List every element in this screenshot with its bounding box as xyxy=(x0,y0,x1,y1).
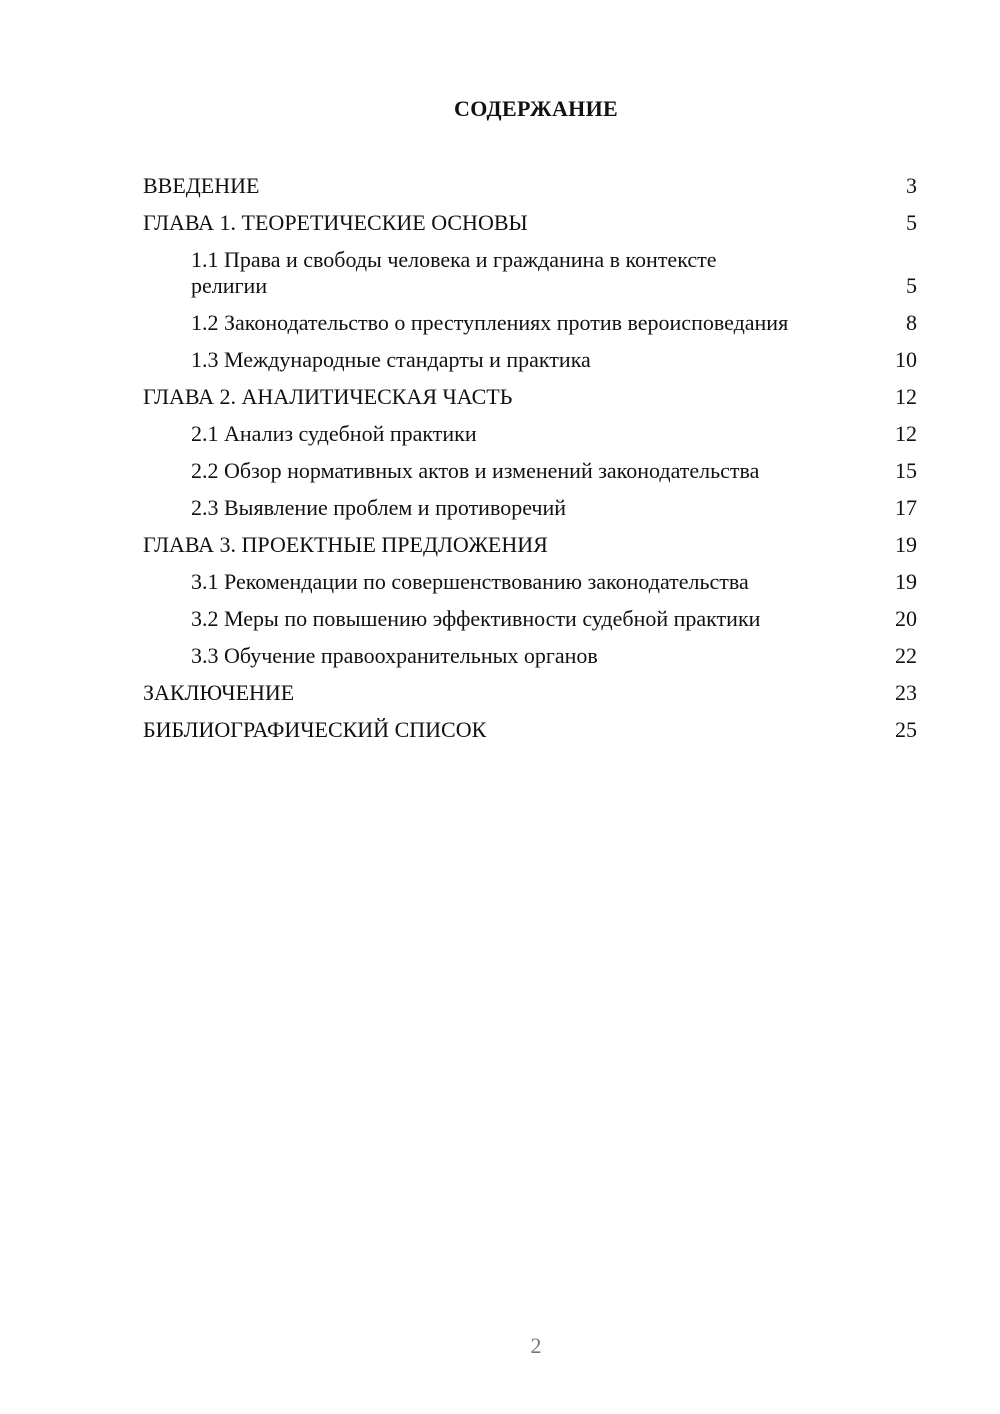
toc-entry-page: 10 xyxy=(895,347,917,372)
toc-entry-section-1-3 xyxy=(0,342,1000,379)
toc-entry-label: ГЛАВА 2. АНАЛИТИЧЕСКАЯ ЧАСТЬ xyxy=(143,384,513,409)
toc-entry-label: 2.1 Анализ судебной практики xyxy=(191,421,477,446)
toc-entry-page: 5 xyxy=(906,210,917,235)
page-number: 2 xyxy=(530,1333,542,1358)
toc-entry-section-1-1 xyxy=(0,242,1000,305)
toc-entry-label: ВВЕДЕНИЕ xyxy=(143,173,260,198)
toc-entry-label: 3.3 Обучение правоохранительных органов xyxy=(191,643,598,668)
toc-entry-section-2-2 xyxy=(0,453,1000,490)
toc-entry-label: БИБЛИОГРАФИЧЕСКИЙ СПИСОК xyxy=(143,717,487,742)
toc-entry-label: 2.2 Обзор нормативных актов и изменений законодательства xyxy=(191,458,760,483)
toc-entry-page: 12 xyxy=(895,384,917,409)
toc-entry-page: 20 xyxy=(895,606,917,631)
toc-entry-page: 22 xyxy=(895,643,917,668)
toc-entry-page: 15 xyxy=(895,458,917,483)
toc-entry-label: 3.1 Рекомендации по совершенствованию законодательства xyxy=(191,569,749,594)
toc-entry-page: 17 xyxy=(895,495,917,520)
toc-entry-conclusion xyxy=(0,675,1000,712)
toc-entry-label: 1.1 Права и свободы человека и гражданина в контексте религии xyxy=(191,247,717,298)
page-title: СОДЕРЖАНИЕ xyxy=(454,96,618,121)
toc-entry-label: 1.3 Международные стандарты и практика xyxy=(191,347,591,372)
toc-entry-section-3-1 xyxy=(0,564,1000,601)
toc-entry-page: 19 xyxy=(895,569,917,594)
toc-entry-page: 23 xyxy=(895,680,917,705)
toc-entry-section-3-2 xyxy=(0,601,1000,638)
toc-entry-chapter-2 xyxy=(0,379,1000,416)
toc-entry-label: 1.2 Законодательство о преступлениях против вероисповедания xyxy=(191,310,789,335)
toc-entry-page: 8 xyxy=(906,310,917,335)
toc-entry-label: ЗАКЛЮЧЕНИЕ xyxy=(143,680,295,705)
toc-entry-introduction xyxy=(0,168,1000,205)
toc-entry-section-1-2 xyxy=(0,305,1000,342)
toc-entry-chapter-1 xyxy=(0,205,1000,242)
toc-entry-section-2-1 xyxy=(0,416,1000,453)
toc-entry-page: 5 xyxy=(906,273,917,298)
toc-entry-label: ГЛАВА 3. ПРОЕКТНЫЕ ПРЕДЛОЖЕНИЯ xyxy=(143,532,548,557)
toc-entry-bibliography xyxy=(0,712,1000,749)
toc-entry-page: 19 xyxy=(895,532,917,557)
toc-entry-label: 3.2 Меры по повышению эффективности судебной практики xyxy=(191,606,761,631)
toc-entry-chapter-3 xyxy=(0,527,1000,564)
table-of-contents xyxy=(0,168,1000,749)
toc-entry-label: 2.3 Выявление проблем и противоречий xyxy=(191,495,567,520)
toc-entry-section-2-3 xyxy=(0,490,1000,527)
toc-entry-page: 12 xyxy=(895,421,917,446)
toc-entry-label: ГЛАВА 1. ТЕОРЕТИЧЕСКИЕ ОСНОВЫ xyxy=(143,210,528,235)
toc-entry-page: 3 xyxy=(906,173,917,198)
toc-entry-page: 25 xyxy=(895,717,917,742)
toc-entry-section-3-3 xyxy=(0,638,1000,675)
